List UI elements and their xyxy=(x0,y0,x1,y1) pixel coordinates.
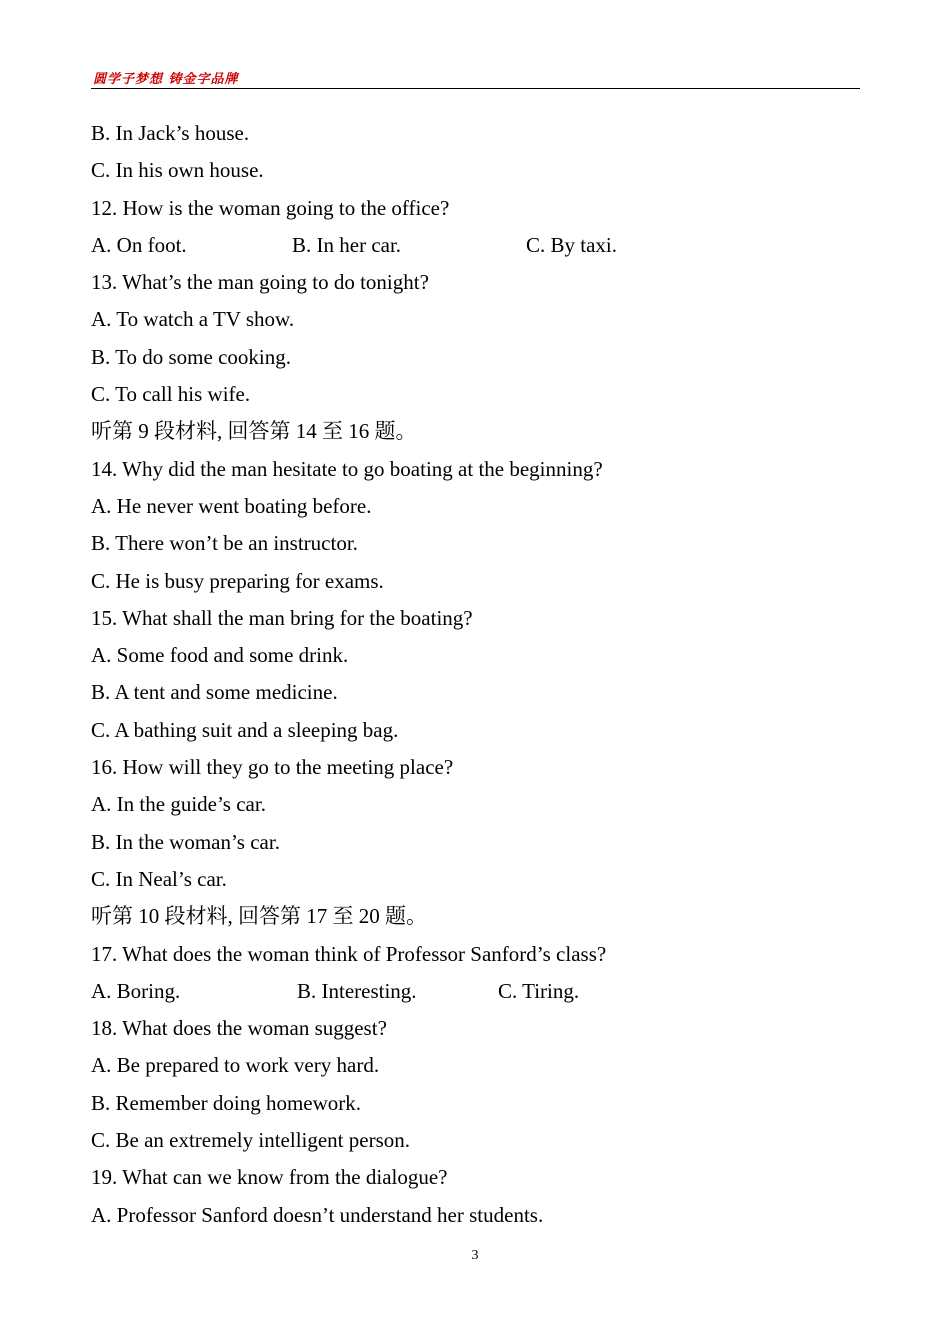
question-14: 14. Why did the man hesitate to go boating at the beginning? xyxy=(91,456,603,481)
question-17-options xyxy=(91,973,861,1010)
answer-option: C. In his own house. xyxy=(91,158,264,183)
answer-option: B. Interesting. xyxy=(297,978,417,1003)
answer-option: A. Be prepared to work very hard. xyxy=(91,1053,380,1078)
answer-option: C. He is busy preparing for exams. xyxy=(91,568,384,593)
page-header xyxy=(91,64,860,89)
answer-option: C. In Neal’s car. xyxy=(91,866,227,891)
answer-option: A. Some food and some drink. xyxy=(91,643,349,668)
question-16: 16. How will they go to the meeting place? xyxy=(91,755,454,780)
answer-option: B. Remember doing homework. xyxy=(91,1090,362,1115)
answer-option: B. In Jack’s house. xyxy=(91,121,250,145)
answer-option: B. To do some cooking. xyxy=(91,344,291,369)
answer-option: C. Be an extremely intelligent person. xyxy=(91,1128,410,1153)
question-12: 12. How is the woman going to the office? xyxy=(91,195,450,220)
answer-option: C. By taxi. xyxy=(526,232,618,257)
answer-option: A. Professor Sanford doesn’t understand her students. xyxy=(91,1202,544,1227)
question-13: 13. What’s the man going to do tonight? xyxy=(91,270,429,295)
section-heading: 听第 9 段材料, 回答第 14 至 16 题。 xyxy=(91,419,417,444)
page-number: 3 xyxy=(471,1248,479,1263)
answer-option: B. In her car. xyxy=(292,232,402,257)
question-18: 18. What does the woman suggest? xyxy=(91,1016,387,1041)
section-heading: 听第 10 段材料, 回答第 17 至 20 题。 xyxy=(91,904,427,929)
answer-option: A. Boring. xyxy=(91,978,181,1003)
question-19: 19. What can we know from the dialogue? xyxy=(91,1165,448,1190)
answer-option: C. To call his wife. xyxy=(91,382,251,407)
document-body xyxy=(91,115,861,1234)
question-17: 17. What does the woman think of Professor Sanford’s class? xyxy=(91,941,607,966)
answer-option: C. A bathing suit and a sleeping bag. xyxy=(91,717,399,742)
answer-option: A. To watch a TV show. xyxy=(91,307,295,332)
answer-option: B. A tent and some medicine. xyxy=(91,680,338,705)
answer-option: B. In the woman’s car. xyxy=(91,829,280,854)
answer-option: C. Tiring. xyxy=(498,978,580,1003)
answer-option: A. On foot. xyxy=(91,232,187,257)
question-15: 15. What shall the man bring for the boating? xyxy=(91,605,473,630)
answer-option: B. There won’t be an instructor. xyxy=(91,531,358,556)
question-12-options xyxy=(91,227,861,264)
header-slogan: 圆学子梦想 铸金字品牌 xyxy=(93,72,239,87)
answer-option: A. He never went boating before. xyxy=(91,493,372,518)
answer-option: A. In the guide’s car. xyxy=(91,792,266,817)
